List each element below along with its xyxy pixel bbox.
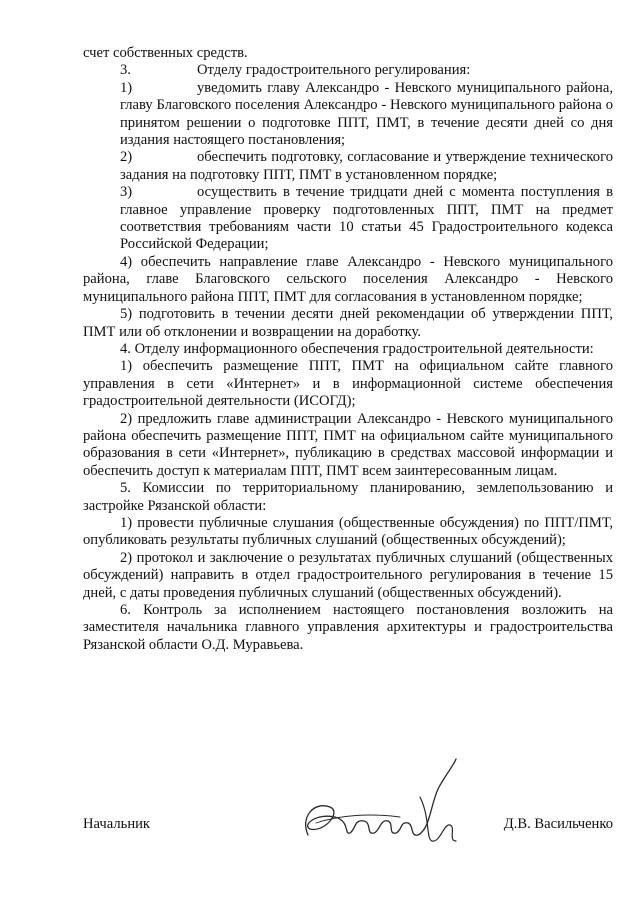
item-number: 3)	[120, 184, 133, 201]
document-body	[83, 45, 613, 654]
paragraph-7: 4. Отделу информационного обеспечения градостроительной деятельности:	[120, 340, 594, 357]
item-number: 2)	[120, 149, 133, 166]
position-title: Начальник	[83, 816, 151, 832]
signatory-name: Д.В. Васильченко	[503, 816, 613, 832]
paragraph-13: 6. Контроль за исполнением настоящего постановления возложить на заместителя начальника главного управления архитектуры и градостроительства Рязанской области О.Д. Муравьева.	[83, 602, 613, 653]
signature-block	[83, 816, 613, 838]
item-number: 1)	[120, 79, 133, 96]
paragraph-2	[83, 80, 613, 150]
handwritten-signature	[280, 757, 470, 857]
paragraph-3	[83, 149, 613, 184]
item-number: 3.	[120, 62, 131, 79]
item-text: Отделу градостроительного регулирования:	[197, 62, 471, 79]
item-text: уведомить главу Александро - Невского муниципального района, главу Благовского поселения Александро - Невского муниципального района о принятом решении о подготовке ППТ, ПМТ, в течение десяти дней со дня издания настоящего постановления;	[120, 79, 613, 149]
item-text: обеспечить подготовку, согласование и утверждение технического задания на подготовку ППТ, ПМТ в установленном порядке;	[120, 149, 613, 183]
paragraph-12: 2) протокол и заключение о результатах публичных слушаний (общественных обсуждений) направить в отдел градостроительного регулирования в течение 15 дней, с даты проведения публичных слушаний (общественных обсуждений).	[83, 549, 613, 601]
paragraph-9: 2) предложить главе администрации Александро - Невского муниципального района обеспечить размещение ППТ, ПМТ на официальном сайте муниципального образования в сети «Интернет», публикацию в средствах массовой информации и обеспечить доступ к материалам ППТ, ПМТ всем заинтересованным лицам.	[83, 410, 613, 479]
paragraph-1	[83, 62, 613, 79]
paragraph-8: 1) обеспечить размещение ППТ, ПМТ на официальном сайте главного управления в сети «Интернет» и в информационной системе обеспечения градостроительной деятельности (ИСОГД);	[83, 358, 613, 410]
paragraph-5: 4) обеспечить направление главе Александро - Невского муниципального района, главе Благовского сельского поселения Александро - Невского муниципального района ППТ, ПМТ для согласования в установленном порядке;	[83, 253, 613, 305]
paragraph-11: 1) провести публичные слушания (общественные обсуждения) по ППТ/ПМТ, опубликовать результаты публичных слушаний (общественных обсуждений);	[83, 514, 613, 549]
item-text: осуществить в течение тридцати дней с момента поступления в главное управление проверку подготовленных ППТ, ПМТ на предмет соответствия требованиям части 10 статьи 45 Градостроительного кодекса Российской Федерации;	[120, 184, 613, 253]
paragraph-10: 5. Комиссии по территориальному планированию, землепользованию и застройке Рязанской области:	[83, 480, 613, 514]
paragraph-0: счет собственных средств.	[83, 45, 248, 61]
paragraph-4	[83, 184, 613, 254]
paragraph-6: 5) подготовить в течении десяти дней рекомендации об утверждении ППТ, ПМТ или об отклонении и возвращении на доработку.	[83, 306, 613, 340]
